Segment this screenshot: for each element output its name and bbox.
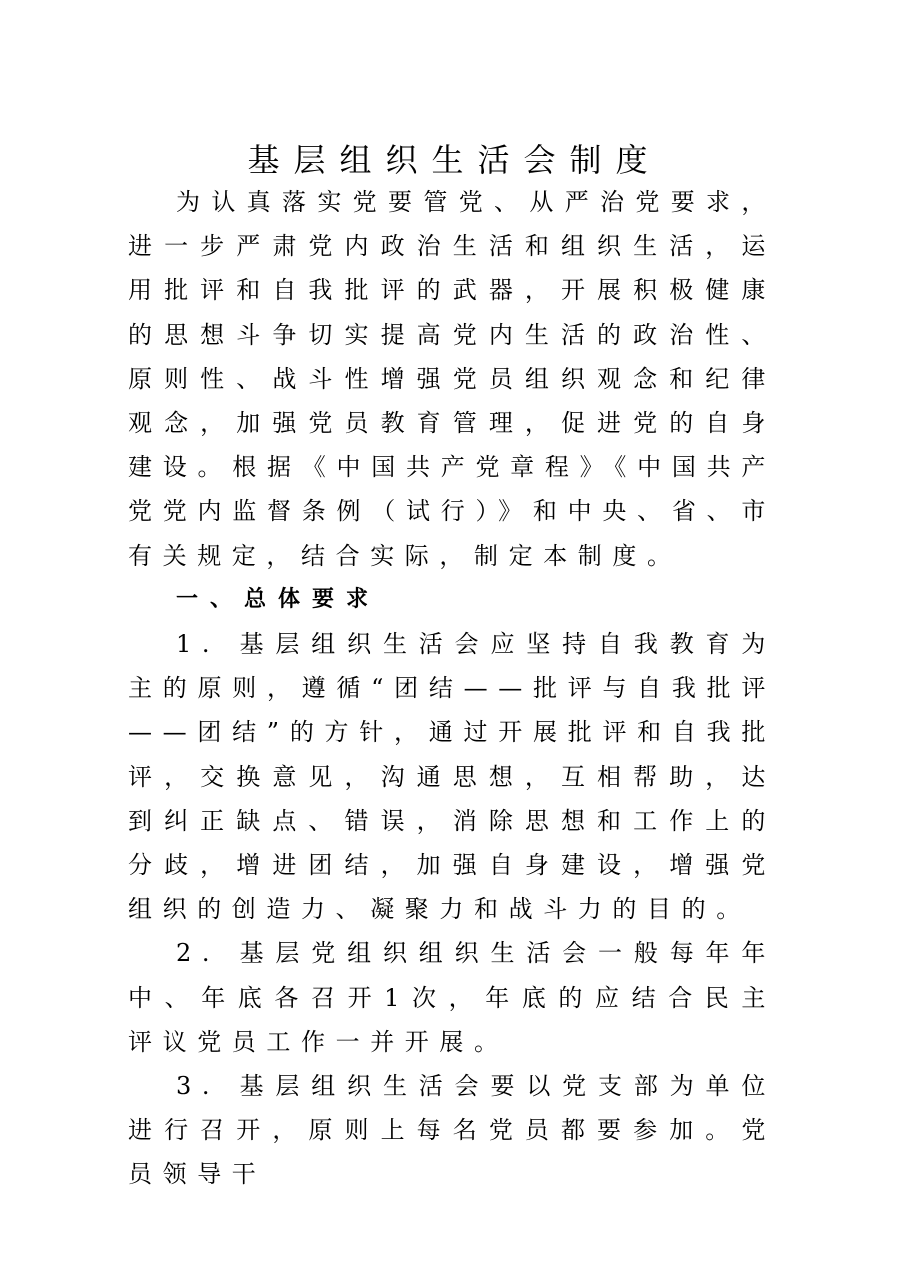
item-3-paragraph: 3. 基层组织生活会要以党支部为单位进行召开，原则上每名党员都要参加。党员领导干 [128, 1072, 776, 1189]
document-title: 基层组织生活会制度 [247, 141, 662, 179]
section-heading: 一、总体要求 [176, 586, 381, 612]
document-body [128, 180, 776, 1197]
item-2-paragraph: 2. 基层党组织组织生活会一般每年年中、年底各召开1次，年底的应结合民主评议党员工作一并开展。 [128, 939, 776, 1056]
item-1-paragraph: 1. 基层组织生活会应坚持自我教育为主的原则，遵循“团结——批评与自我批评——团结”的方针，通过开展批评和自我批评，交换意见，沟通思想，互相帮助，达到纠正缺点、错误，消除思想和工作上的分歧，增进团结，加强自身建设，增强党组织的创造力、凝聚力和战斗力的目的。 [128, 630, 776, 924]
intro-paragraph: 为认真落实党要管党、从严治党要求，进一步严肃党内政治生活和组织生活，运用批评和自我批评的武器，开展积极健康的思想斗争切实提高党内生活的政治性、原则性、战斗性增强党员组织观念和纪律观念，加强党员教育管理，促进党的自身建设。根据《中国共产党章程》《中国共产党党内监督条例（试行）》和中央、省、市有关规定，结合实际，制定本制度。 [128, 188, 776, 570]
